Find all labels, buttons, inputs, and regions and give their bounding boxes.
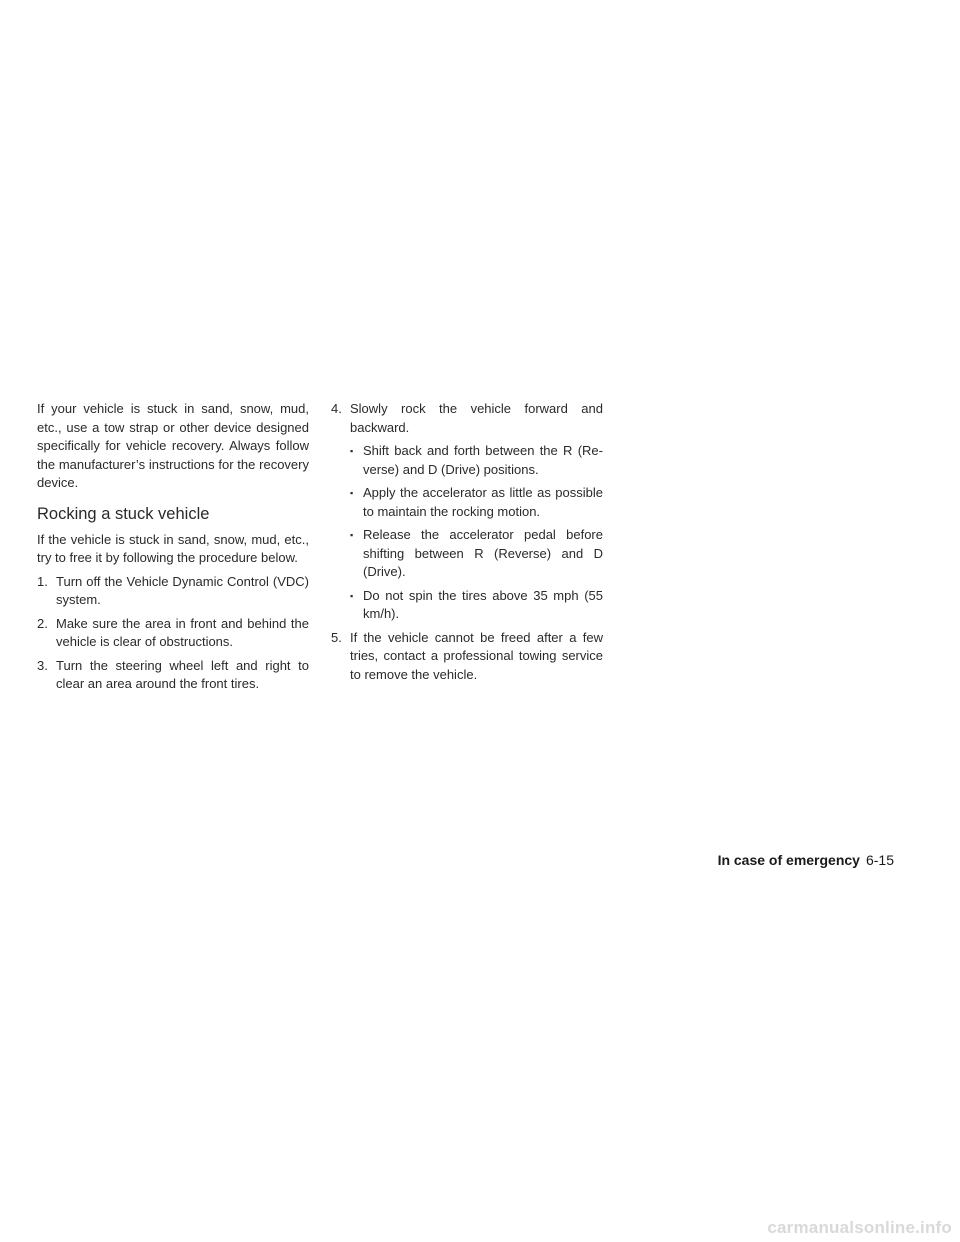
bullet-text: Do not spin the tires above 35 mph (55 km/h). [363,587,603,621]
step-number: 2. [37,615,48,631]
bullet-square-icon: ▪ [350,488,354,498]
bullet-item [331,526,603,582]
bullet-item [331,484,603,521]
section-heading: Rocking a stuck vehicle [37,504,210,523]
step-text: Turn off the Vehicle Dynamic Control (VDC) system. [56,573,309,607]
section-intro-paragraph: If the vehicle is stuck in sand, snow, mud, etc., try to free it by following the procedure below. [37,531,309,565]
step-number: 1. [37,573,48,589]
footer-section-title: In case of emergency [717,852,860,868]
step-item [331,629,603,685]
step-item [331,400,603,437]
step-text: If the vehicle cannot be freed after a few tries, contact a professional towing service to remove the vehicle. [350,629,603,682]
step-text: Slowly rock the vehicle forward and backward. [350,401,603,435]
step-item [37,573,309,610]
step-text: Turn the steering wheel left and right to clear an area around the front tires. [56,657,309,691]
bullet-square-icon: ▪ [350,530,354,540]
step-item [37,657,309,694]
bullet-item [331,442,603,479]
bullet-square-icon: ▪ [350,446,354,456]
step-number: 3. [37,657,48,673]
bullet-text: Shift back and forth between the R (Reverse) and D (Drive) positions. [363,443,603,477]
bullet-item [331,587,603,624]
step-number: 5. [331,629,342,645]
page-number: 6-15 [865,852,894,868]
step-text: Make sure the area in front and behind the vehicle is clear of obstructions. [56,615,309,649]
bullet-text: Apply the accelerator as little as possible to maintain the rocking motion. [363,485,603,519]
page-footer [718,851,894,869]
intro-paragraph: If your vehicle is stuck in sand, snow, mud, etc., use a tow strap or other device designed specifically for vehicle recovery. Always follow the manufacturer’s instructions for the recovery device. [37,401,309,490]
bullet-text: Release the accelerator pedal before shifting between R (Reverse) and D (Drive). [363,527,603,579]
bullet-square-icon: ▪ [350,590,354,601]
step-number: 4. [331,401,342,416]
step-item [37,615,309,652]
bullet-list [331,442,603,624]
left-column [37,400,309,699]
right-column [331,400,603,689]
watermark-text: carmanualsonline.info [767,1218,952,1237]
